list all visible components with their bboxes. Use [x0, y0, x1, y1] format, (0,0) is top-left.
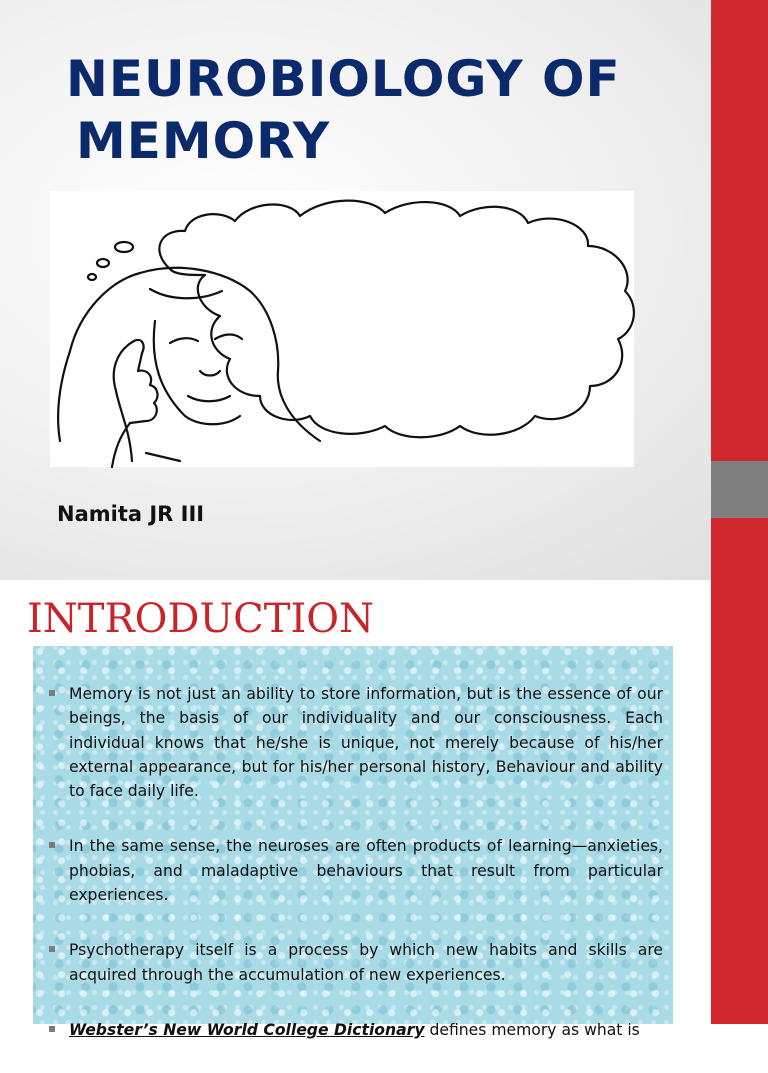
bullet-text: Psychotherapy itself is a process by which new habits and skills are acquired through the accumulation of new experiences. — [69, 941, 663, 984]
bullet-item — [49, 938, 663, 987]
introduction-heading: INTRODUCTION — [27, 596, 375, 642]
thinking-woman-illustration — [50, 191, 634, 467]
bullet-text: defines memory as what is — [424, 1020, 640, 1039]
bullet-text: Memory is not just an ability to store information, but is the essence of our beings, the basis of our individuality and our consciousness. Each individual knows that he/she is unique, not merely because of his/her external appearance, but for his/her personal history, Behaviour and ability to face daily life. — [69, 685, 663, 801]
bullet-item — [49, 834, 663, 907]
bullet-text: In the same sense, the neuroses are often products of learning—anxieties, phobias, and maladaptive behaviours that result from particular experiences. — [69, 837, 663, 905]
bullet-list — [49, 682, 663, 1073]
author-name: Namita JR III — [57, 502, 205, 526]
dictionary-title: Webster’s New World College Dictionary — [69, 1020, 425, 1039]
thought-bubble-icon — [50, 191, 634, 467]
bullet-item — [49, 1018, 663, 1042]
grey-accent-block — [711, 461, 768, 518]
slide-title — [66, 48, 621, 172]
bullet-item — [49, 682, 663, 803]
introduction-slide — [0, 580, 711, 1039]
title-line-2: MEMORY — [76, 112, 331, 170]
water-drop-textbox — [33, 646, 673, 1039]
title-line-1: NEUROBIOLOGY OF — [66, 50, 621, 108]
